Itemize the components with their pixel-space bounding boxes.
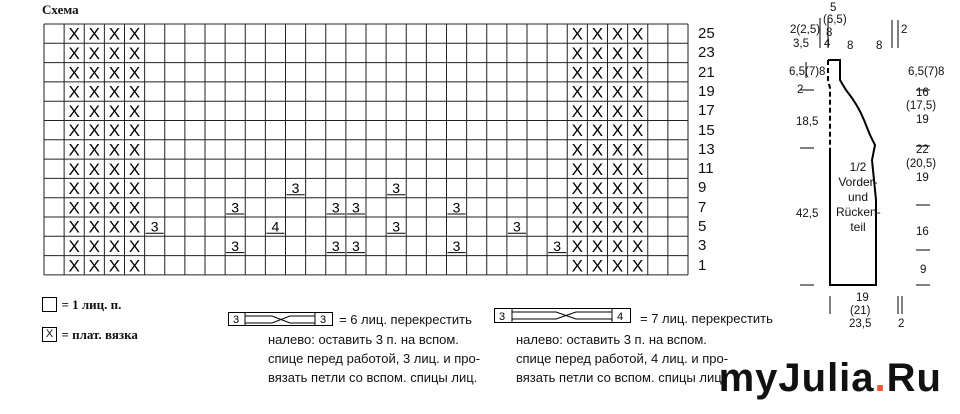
purl-cell: X bbox=[128, 236, 141, 256]
row-number: 3 bbox=[698, 237, 707, 255]
purl-cell: X bbox=[88, 217, 100, 237]
purl-cell: X bbox=[88, 159, 100, 179]
dim-right-19b: 19 bbox=[916, 172, 929, 184]
purl-cell: X bbox=[571, 179, 583, 199]
piece-label-line4: Rücken- bbox=[836, 205, 881, 219]
cable-label: 3 bbox=[392, 180, 401, 197]
dim-left-425: 42,5 bbox=[796, 208, 819, 220]
purl-cell: X bbox=[68, 179, 80, 199]
purl-cell: X bbox=[632, 101, 644, 121]
dim-right-205: (20,5) bbox=[906, 158, 937, 170]
purl-cell: X bbox=[88, 256, 100, 276]
purl-cell: X bbox=[128, 121, 141, 141]
purl-cell: X bbox=[591, 217, 604, 237]
cable-label: 3 bbox=[513, 218, 521, 235]
cable-7-line3: спице перед работой, 4 лиц. и про- bbox=[516, 351, 729, 366]
purl-cell: X bbox=[591, 198, 604, 218]
purl-cell: X bbox=[591, 43, 604, 63]
purl-cell: X bbox=[632, 256, 644, 276]
purl-cell: X bbox=[108, 82, 121, 102]
dim-top-8a: 8 bbox=[826, 27, 833, 39]
cable-label: 3 bbox=[553, 237, 562, 254]
purl-cell: X bbox=[128, 159, 141, 179]
purl-cell: X bbox=[128, 140, 141, 160]
purl-cell: X bbox=[108, 217, 121, 237]
purl-cell: X bbox=[68, 63, 80, 83]
purl-cell: X bbox=[68, 24, 80, 44]
piece-label-line5: teil bbox=[850, 220, 866, 234]
dim-bottom-21: (21) bbox=[850, 305, 871, 317]
logo-part2: Ru bbox=[886, 356, 942, 400]
cable-label: 4 bbox=[271, 218, 280, 235]
chart-title: Схема bbox=[42, 2, 79, 17]
cable-7-line1: = 7 лиц. перекрестить bbox=[640, 311, 773, 326]
purl-cell: X bbox=[611, 24, 624, 44]
purl-cell: X bbox=[108, 101, 121, 121]
purl-cell: X bbox=[591, 24, 604, 44]
purl-cell: X bbox=[68, 140, 80, 160]
cable-label: 3 bbox=[291, 180, 300, 197]
purl-cell: X bbox=[68, 236, 80, 256]
dim-bottom-19: 19 bbox=[856, 292, 869, 304]
cable-6-line1: = 6 лиц. перекрестить bbox=[339, 312, 472, 327]
dim-top-2: 2 bbox=[901, 24, 908, 36]
purl-cell: X bbox=[88, 82, 100, 102]
row-number: 17 bbox=[698, 102, 715, 120]
purl-cell: X bbox=[68, 43, 80, 63]
purl-cell: X bbox=[571, 24, 583, 44]
purl-cell: X bbox=[571, 121, 583, 141]
row-number: 1 bbox=[698, 256, 707, 274]
dim-right-16b: 16 bbox=[916, 226, 929, 238]
purl-cell: X bbox=[108, 198, 121, 218]
purl-cell: X bbox=[591, 236, 604, 256]
cable-7-line2: налево: оставить 3 п. на вспом. bbox=[516, 332, 707, 347]
dim-bottom-235: 23,5 bbox=[849, 318, 872, 330]
dim-right-9: 9 bbox=[920, 264, 927, 276]
cable-label: 3 bbox=[231, 199, 240, 216]
purl-cell: X bbox=[68, 121, 80, 141]
cable-label: 3 bbox=[331, 237, 340, 254]
purl-cell: X bbox=[632, 140, 644, 160]
cable-7-right-count: 4 bbox=[617, 311, 624, 323]
dim-top-35: 3,5 bbox=[793, 38, 809, 50]
cable-6-left-count: 3 bbox=[233, 314, 240, 326]
purl-cell: X bbox=[632, 82, 644, 102]
purl-cell: X bbox=[611, 140, 624, 160]
dim-right-22: 22 bbox=[916, 144, 929, 156]
purl-cell: X bbox=[571, 63, 583, 83]
purl-cell: X bbox=[632, 217, 644, 237]
dim-left-185: 18,5 bbox=[796, 116, 819, 128]
purl-cell: X bbox=[128, 24, 141, 44]
purl-cell: X bbox=[88, 140, 100, 160]
cable-label: 3 bbox=[352, 237, 360, 254]
purl-cell: X bbox=[108, 159, 121, 179]
purl-cell: X bbox=[128, 43, 141, 63]
legend-purl-text: = плат. вязка bbox=[61, 327, 138, 342]
purl-cell: X bbox=[571, 159, 583, 179]
purl-cell: X bbox=[68, 256, 80, 276]
logo-part1: myJulia bbox=[718, 356, 875, 400]
purl-cell: X bbox=[591, 121, 604, 141]
purl-cell: X bbox=[68, 217, 80, 237]
purl-cell: X bbox=[128, 256, 141, 276]
purl-cell: X bbox=[128, 179, 141, 199]
dim-right-16: 16 bbox=[916, 87, 929, 99]
cable-6-line2: налево: оставить 3 п. на вспом. bbox=[268, 332, 459, 347]
cable-label: 3 bbox=[231, 237, 240, 254]
purl-cell: X bbox=[611, 159, 624, 179]
purl-cell: X bbox=[611, 101, 624, 121]
piece-label-line1: 1/2 bbox=[849, 160, 867, 174]
dim-top-8c: 8 bbox=[876, 40, 883, 52]
purl-cell: X bbox=[611, 43, 624, 63]
cable-label: 3 bbox=[452, 237, 461, 254]
purl-cell: X bbox=[108, 63, 121, 83]
dim-top-5: 5 bbox=[830, 2, 837, 14]
purl-cell: X bbox=[591, 101, 604, 121]
purl-cell: X bbox=[571, 198, 583, 218]
purl-cell: X bbox=[632, 198, 644, 218]
dim-right-19a: 19 bbox=[916, 114, 929, 126]
purl-cell: X bbox=[611, 217, 624, 237]
purl-cell: X bbox=[632, 24, 644, 44]
dim-right-175: (17,5) bbox=[906, 100, 937, 112]
purl-cell: X bbox=[88, 236, 100, 256]
logo-dot: . bbox=[874, 356, 887, 400]
purl-cell: X bbox=[632, 159, 644, 179]
purl-cell: X bbox=[611, 256, 624, 276]
cable-6-symbol bbox=[228, 310, 338, 328]
legend-knit-text: = 1 лиц. п. bbox=[61, 297, 122, 312]
purl-cell: X bbox=[128, 82, 141, 102]
purl-cell: X bbox=[571, 43, 583, 63]
purl-cell: X bbox=[632, 43, 644, 63]
purl-cell: X bbox=[88, 63, 100, 83]
purl-cell: X bbox=[128, 217, 141, 237]
purl-cell: X bbox=[591, 82, 604, 102]
purl-cell: X bbox=[571, 236, 583, 256]
row-number: 19 bbox=[698, 82, 715, 100]
purl-cell: X bbox=[571, 101, 583, 121]
purl-cell: X bbox=[591, 63, 604, 83]
purl-cell: X bbox=[108, 256, 121, 276]
purl-cell: X bbox=[88, 179, 100, 199]
row-number: 15 bbox=[698, 121, 715, 139]
piece-label-line2: Vorder- bbox=[838, 175, 878, 189]
row-number: 7 bbox=[698, 198, 707, 216]
purl-cell: X bbox=[632, 63, 644, 83]
dim-left-2: 2 bbox=[797, 84, 804, 96]
piece-label-line3: und bbox=[847, 190, 869, 204]
purl-cell: X bbox=[611, 179, 624, 199]
dim-top-2-25: 2(2,5) bbox=[790, 24, 821, 36]
purl-cell: X bbox=[128, 198, 141, 218]
purl-cell: X bbox=[611, 82, 624, 102]
purl-cell: X bbox=[591, 179, 604, 199]
cable-label: 3 bbox=[150, 218, 159, 235]
purl-cell: X bbox=[108, 24, 121, 44]
purl-cell: X bbox=[632, 236, 644, 256]
cable-7-symbol bbox=[494, 306, 634, 326]
purl-cell: X bbox=[88, 198, 100, 218]
knit-symbol bbox=[42, 297, 57, 312]
row-number: 11 bbox=[698, 160, 714, 178]
purl-cell: X bbox=[591, 159, 604, 179]
row-number: 13 bbox=[698, 140, 715, 158]
purl-symbol: X bbox=[42, 327, 57, 342]
cable-label: 3 bbox=[352, 199, 360, 216]
purl-cell: X bbox=[68, 101, 80, 121]
schema-piece-label bbox=[836, 160, 880, 235]
dim-right-65-78: 6,5(7)8 bbox=[908, 66, 945, 78]
legend-item-knit bbox=[42, 296, 121, 314]
dim-left-65-78: 6,5(7)8 bbox=[789, 66, 826, 78]
dim-top-65-8: (6,5) bbox=[823, 14, 847, 26]
purl-cell: X bbox=[68, 198, 80, 218]
purl-cell: X bbox=[632, 179, 644, 199]
row-number: 21 bbox=[698, 63, 715, 81]
purl-cell: X bbox=[632, 121, 644, 141]
purl-cell: X bbox=[68, 159, 80, 179]
garment-outline-left bbox=[828, 60, 830, 150]
cable-7-line4: вязать петли со вспом. спицы лиц. bbox=[516, 370, 726, 385]
cable-label: 3 bbox=[452, 199, 461, 216]
purl-cell: X bbox=[88, 121, 100, 141]
purl-cell: X bbox=[571, 140, 583, 160]
purl-cell: X bbox=[108, 179, 121, 199]
purl-cell: X bbox=[571, 256, 583, 276]
purl-cell: X bbox=[108, 140, 121, 160]
purl-cell: X bbox=[611, 121, 624, 141]
purl-cell: X bbox=[88, 43, 100, 63]
dim-bottom-2: 2 bbox=[898, 318, 905, 330]
purl-cell: X bbox=[128, 101, 141, 121]
cable-6-line4: вязать петли со вспом. спицы лиц. bbox=[268, 370, 478, 385]
row-number: 25 bbox=[698, 25, 715, 42]
legend-item-purl bbox=[42, 326, 138, 344]
purl-cell: X bbox=[108, 121, 121, 141]
cable-label: 3 bbox=[392, 218, 401, 235]
cable-7-left-count: 3 bbox=[499, 311, 506, 323]
row-number: 9 bbox=[698, 179, 707, 197]
dim-top-8b: 8 bbox=[847, 40, 854, 52]
purl-cell: X bbox=[88, 101, 100, 121]
purl-cell: X bbox=[108, 43, 121, 63]
purl-cell: X bbox=[571, 82, 583, 102]
purl-cell: X bbox=[571, 217, 583, 237]
purl-cell: X bbox=[611, 236, 624, 256]
purl-cell: X bbox=[128, 63, 141, 83]
purl-cell: X bbox=[591, 140, 604, 160]
dim-top-4: 4 bbox=[824, 38, 831, 50]
row-number: 5 bbox=[698, 218, 707, 235]
purl-cell: X bbox=[68, 82, 80, 102]
site-logo bbox=[719, 356, 942, 401]
cable-label: 3 bbox=[331, 199, 340, 216]
purl-cell: X bbox=[611, 63, 624, 83]
purl-cell: X bbox=[611, 198, 624, 218]
purl-cell: X bbox=[88, 24, 100, 44]
cable-6-line3: спице перед работой, 3 лиц. и про- bbox=[268, 351, 481, 366]
purl-cell: X bbox=[591, 256, 604, 276]
purl-cell: X bbox=[108, 236, 121, 256]
cable-6-right-count: 3 bbox=[320, 314, 327, 326]
row-number: 23 bbox=[698, 44, 715, 62]
